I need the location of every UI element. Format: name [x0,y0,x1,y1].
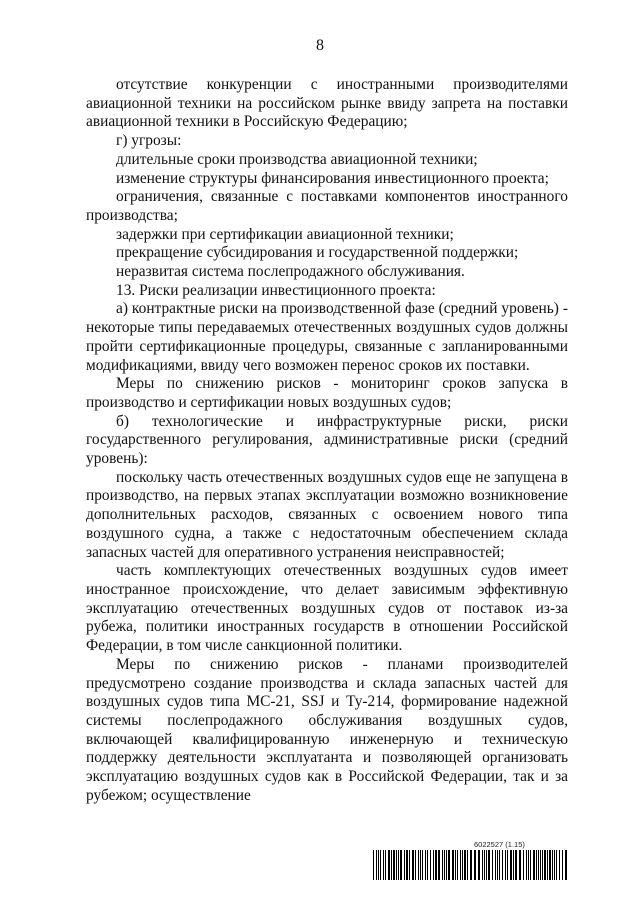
paragraph: прекращение субсидирования и государственной поддержки; [116,244,519,262]
page-number: 8 [316,37,324,54]
paragraph: б) технологические и инфраструктурные риски, риски государственного регулирования, административные риски (средний уровень): [86,412,568,468]
paragraph: поскольку часть отечественных воздушных судов еще не запущена в производство, на первых этапах эксплуатации возможно возникновение дополнительных расходов, связанных с освоением нового типа воздушного судна, а также с недостаточным обеспечением склада запасных частей для оперативного устранения неисправностей; [86,468,568,561]
document-code: 6022527 (1.15) [474,840,525,849]
paragraph: изменение структуры финансирования инвестиционного проекта; [116,169,549,187]
section-heading: 13. Риски реализации инвестиционного проекта: [116,281,436,299]
paragraph: неразвитая система послепродажного обслуживания. [116,263,465,281]
paragraph: а) контрактные риски на производственной фазе (средний уровень) - некоторые типы передаваемых отечественных воздушных судов должны пройти сертификационные процедуры, связанные с запланированными модификациями, ввиду чего возможен перенос сроков их поставки. [86,300,568,374]
paragraph: г) угрозы: [116,132,182,150]
paragraph: отсутствие конкуренции с иностранными производителями авиационной техники на российском рынке ввиду запрета на поставки авиационной техники в Российскую Федерацию; [86,76,568,131]
document-body [86,76,568,805]
paragraph: Меры по снижению рисков - мониторинг сроков запуска в производство и сертификации новых воздушных судов; [86,375,568,411]
paragraph: задержки при сертификации авиационной техники; [116,225,454,243]
barcode-icon [373,850,569,880]
paragraph: ограничения, связанные с поставками компонентов иностранного производства; [86,188,568,224]
paragraph: часть комплектующих отечественных воздушных судов имеет иностранное происхождение, что делает зависимым эффективную эксплуатацию отечественных воздушных судов от поставок из-за рубежа, политики иностранных государств в отношении Российской Федерации, в том числе санкционной политики. [86,562,568,655]
paragraph: длительные сроки производства авиационной техники; [116,150,478,168]
paragraph: Меры по снижению рисков - планами производителей предусмотрено создание производства и склада запасных частей для воздушных судов типа МС-21, SSJ и Ту-214, формирование надежной системы послепродажного обслуживания воздушных судов, включающей квалифицированную инженерную и техническую поддержку деятельности эксплуатанта и позволяющей организовать эксплуатацию воздушных судов как в Российской Федерации, так и за рубежом; осуществление [86,655,568,804]
